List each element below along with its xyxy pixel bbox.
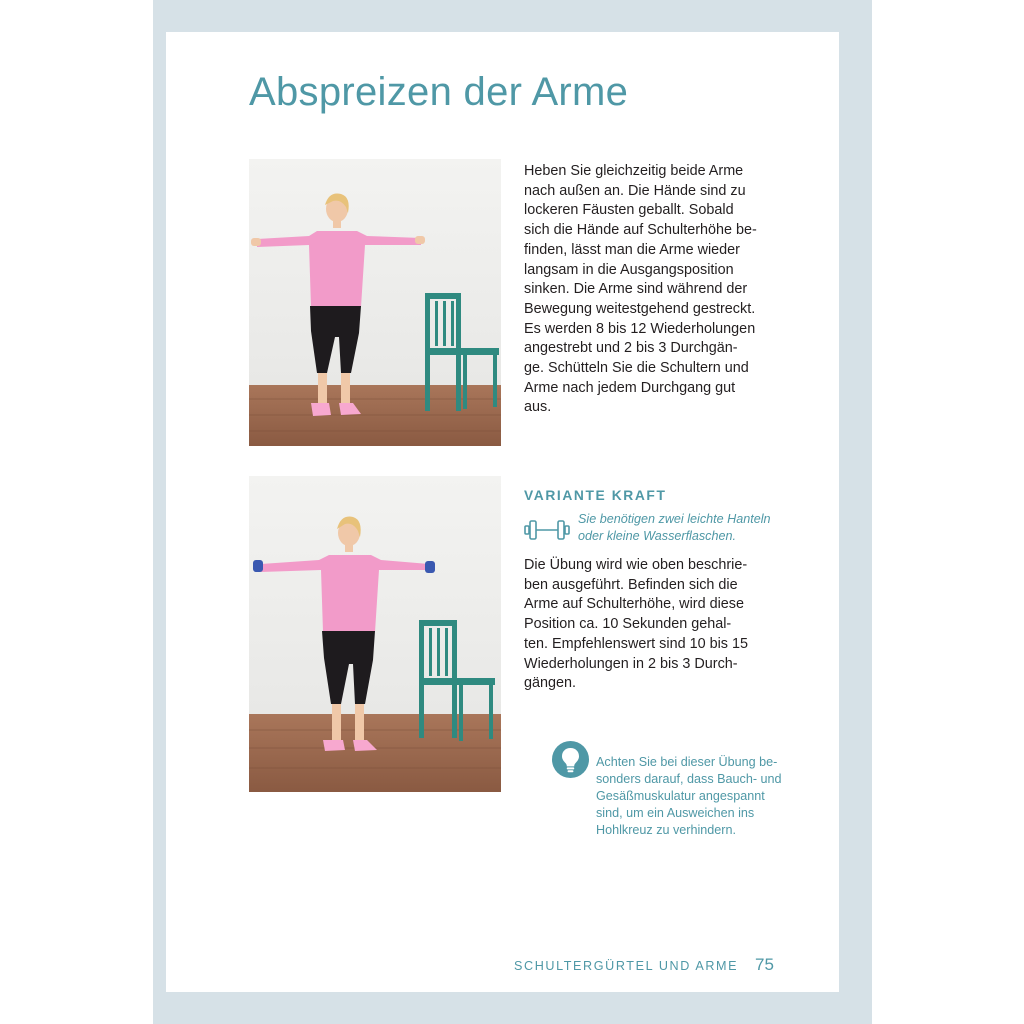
description-line: ben ausgeführt. Befinden sich die (524, 576, 738, 593)
tip-line: Hohlkreuz zu verhindern. (596, 823, 737, 837)
description-line: Es werden 8 bis 12 Wiederholungen (524, 320, 756, 337)
description-line: finden, lässt man die Arme wieder (524, 241, 740, 258)
description-line: Arme auf Schulterhöhe, wird diese (524, 596, 744, 613)
equipment-text (578, 511, 771, 545)
description-line: Bewegung weitestgehend gestreckt. (524, 300, 756, 317)
description-line: nach außen an. Die Hände sind zu (524, 182, 746, 199)
description-line: sich die Hände auf Schulterhöhe be- (524, 222, 757, 239)
dumbbell-icon (524, 519, 570, 541)
description-line: Position ca. 10 Sekunden gehal- (524, 616, 732, 633)
tip-line: Achten Sie bei dieser Übung be- (596, 755, 778, 769)
description-line: Arme nach jedem Durchgang gut (524, 379, 736, 396)
page-number: 75 (755, 955, 774, 974)
equipment-line: Sie benötigen zwei leichte Hanteln (578, 512, 771, 526)
tip-text (596, 754, 782, 839)
equipment-line: oder kleine Wasserflaschen. (578, 529, 736, 543)
variant-heading: VARIANTE KRAFT (524, 488, 667, 503)
tip-line: sonders darauf, dass Bauch- und (596, 772, 782, 786)
description-line: Heben Sie gleichzeitig beide Arme (524, 163, 744, 179)
exercise-description (524, 162, 757, 418)
tip-line: Gesäßmuskulatur angespannt (596, 789, 765, 803)
exercise-photo-dumbbells (249, 476, 501, 792)
page-title: Abspreizen der Arme (249, 70, 629, 114)
floor (249, 714, 501, 792)
exercise-photo-start (249, 159, 501, 446)
variant-description (524, 556, 748, 694)
description-line: ten. Empfehlenswert sind 10 bis 15 (524, 635, 748, 652)
description-line: lockeren Fäusten geballt. Sobald (524, 202, 734, 219)
description-line: ge. Schütteln Sie die Schultern und (524, 360, 749, 377)
description-line: langsam in die Ausgangsposition (524, 261, 734, 278)
description-line: aus. (524, 399, 552, 416)
lightbulb-icon (552, 741, 589, 778)
section-label: SCHULTERGÜRTEL UND ARME (514, 959, 739, 973)
description-line: Wiederholungen in 2 bis 3 Durch- (524, 655, 738, 672)
description-line: gängen. (524, 675, 577, 692)
description-line: sinken. Die Arme sind während der (524, 281, 748, 298)
description-line: Die Übung wird wie oben beschrie- (524, 557, 748, 573)
tip-line: sind, um ein Ausweichen ins (596, 806, 755, 820)
description-line: angestrebt und 2 bis 3 Durchgän- (524, 340, 738, 357)
